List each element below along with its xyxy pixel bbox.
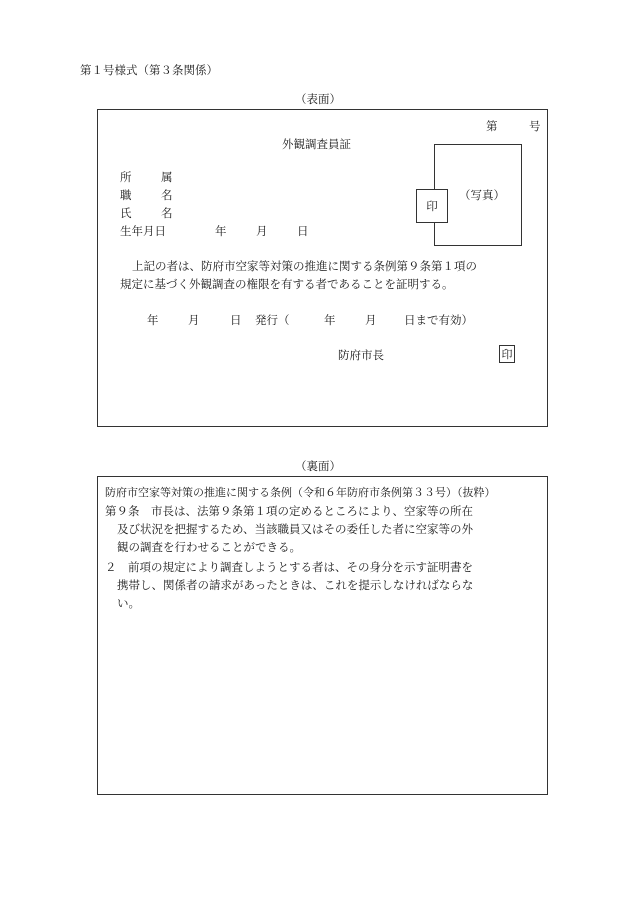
front-card: [97, 109, 548, 427]
issuer-seal-box: [499, 345, 515, 363]
issuer-seal-label: 印: [501, 348, 513, 361]
field-name-label-1: 氏: [120, 206, 132, 220]
field-affiliation-label-2: 属: [161, 170, 173, 184]
serial-dai-label: 第: [486, 119, 498, 133]
law-title: 防府市空家等対策の推進に関する条例（令和６年防府市条例第３３号）（抜粋）: [105, 486, 496, 499]
article-9-line-3: 観の調査を行わせることができる。: [117, 540, 301, 554]
photo-seal-label: 印: [426, 199, 438, 213]
issued-open-label: 発行（: [255, 313, 290, 327]
field-affiliation-label-1: 所: [120, 170, 132, 184]
field-birthdate-label: 生年月日: [120, 224, 166, 238]
form-number: 第１号様式（第３条関係）: [80, 63, 218, 77]
photo-label: （写真）: [459, 188, 505, 202]
article-9-line-2: 及び状況を把握するため、当該職員又はその委任した者に空家等の外: [117, 522, 474, 536]
serial-go-label: 号: [529, 119, 541, 133]
issue-day-label: 日: [230, 313, 242, 327]
birth-month-label: 月: [256, 224, 268, 238]
certification-line-1: [120, 258, 477, 274]
paragraph-2-line-2: 携帯し、関係者の請求があったときは、これを提示しなければならな: [117, 578, 474, 592]
birth-year-label: 年: [215, 224, 227, 238]
valid-until-label: 日まで有効）: [404, 313, 473, 327]
card-title: 外観調査員証: [282, 137, 351, 151]
field-name-label-2: 名: [161, 206, 173, 220]
certification-text-1: 上記の者は、防府市空家等対策の推進に関する条例第９条第１項の: [132, 259, 477, 273]
article-9-line-1: 第９条 市長は、法第９条第１項の定めるところにより、空家等の所在: [105, 504, 473, 518]
certification-line-2: 規定に基づく外観調査の権限を有する者であることを証明する。: [120, 277, 454, 291]
back-card: [97, 476, 548, 795]
valid-month-label: 月: [365, 313, 377, 327]
birth-day-label: 日: [297, 224, 309, 238]
valid-year-label: 年: [324, 313, 336, 327]
paragraph-2-line-1: ２ 前項の規定により調査しようとする者は、その身分を示す証明書を: [105, 560, 473, 574]
issue-month-label: 月: [188, 313, 200, 327]
paragraph-2-line-3: い。: [117, 596, 140, 610]
photo-seal-box: [416, 189, 448, 223]
field-position-label-2: 名: [161, 188, 173, 202]
issue-year-label: 年: [147, 313, 159, 327]
back-heading: （裏面）: [295, 459, 341, 473]
front-heading: （表面）: [295, 92, 341, 106]
field-position-label-1: 職: [120, 188, 132, 202]
issuer-label: 防府市長: [338, 348, 384, 362]
